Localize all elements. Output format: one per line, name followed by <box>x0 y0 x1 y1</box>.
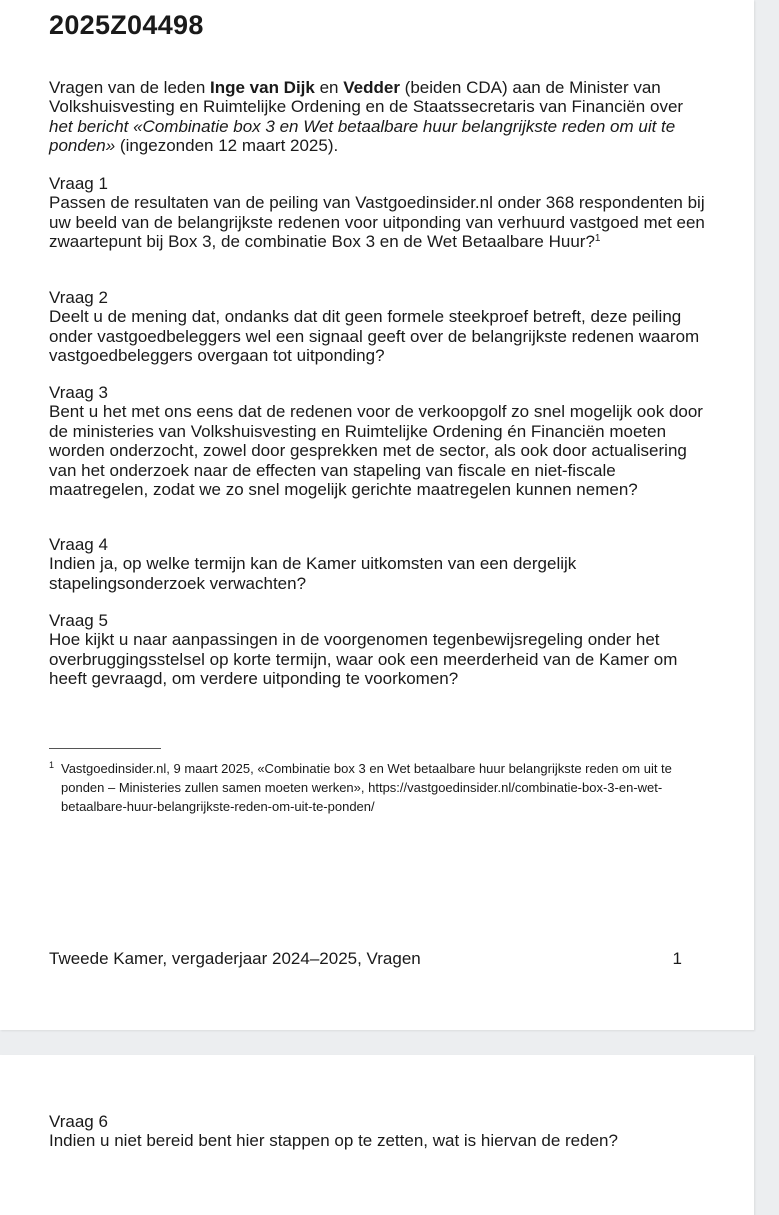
question-6 <box>49 1112 709 1151</box>
question-2 <box>49 288 709 366</box>
question-text-body: Passen de resultaten van de peiling van Vastgoedinsider.nl onder 368 respondenten bij uw beeld van de belangrijkste redenen voor uitponding van verhuurd vastgoed met een zwaartepunt bij Box 3, de combinatie Box 3 en de Wet Betaalbare Huur? <box>49 193 705 252</box>
question-label: Vraag 3 <box>49 383 108 402</box>
question-text <box>49 193 709 251</box>
footnote-text: Vastgoedinsider.nl, 9 maart 2025, «Combinatie box 3 en Wet betaalbare huur belangrijkste reden om uit te ponden – Ministeries zullen samen moeten werken», https://vastgoedinsider.nl/combinatie-box-3-en-wet-betaalbare-huur-belangrijkste-reden-om-uit-te-ponden/ <box>61 761 672 814</box>
document-page-2 <box>0 1055 754 1215</box>
footer-text: Tweede Kamer, vergaderjaar 2024–2025, Vragen <box>49 949 421 968</box>
question-label: Vraag 6 <box>49 1112 108 1131</box>
question-label: Vraag 4 <box>49 535 108 554</box>
member-name-1: Inge van Dijk <box>210 78 315 97</box>
intro-text-1: Vragen van de leden <box>49 78 210 97</box>
question-label: Vraag 2 <box>49 288 108 307</box>
question-1 <box>49 174 709 252</box>
intro-text-2: en <box>314 78 344 97</box>
page-number: 1 <box>672 949 682 968</box>
footnote-divider <box>49 748 161 749</box>
document-id: 2025Z04498 <box>49 10 204 40</box>
footnote-reference: 1 <box>594 233 601 245</box>
page-footer <box>49 948 682 970</box>
question-label: Vraag 5 <box>49 611 108 630</box>
question-4 <box>49 535 709 593</box>
question-text: Bent u het met ons eens dat de redenen voor de verkoopgolf zo snel mogelijk ook door de ministeries van Volkshuisvesting en Ruimtelijke Ordening én Financiën moeten worden onderzocht, zowel door gesprekken met de sector, als ook door actualisering van het onderzoek naar de effecten van stapeling van fiscale en niet-fiscale maatregelen, zodat we zo snel mogelijk gerichte maatregelen kunnen nemen? <box>49 402 703 500</box>
question-5 <box>49 611 709 689</box>
question-text: Indien u niet bereid bent hier stappen op te zetten, wat is hiervan de reden? <box>49 1131 618 1151</box>
question-label: Vraag 1 <box>49 174 108 193</box>
question-text: Indien ja, op welke termijn kan de Kamer uitkomsten van een dergelijk stapelingsonderzoek verwachten? <box>49 554 577 593</box>
footnote <box>49 759 709 816</box>
question-3 <box>49 383 709 499</box>
intro-subject: het bericht «Combinatie box 3 en Wet betaalbare huur belangrijkste reden om uit te ponden» <box>49 116 676 156</box>
intro-text-3: (beiden CDA) aan de Minister van Volkshuisvesting en Ruimtelijke Ordening en de Staatssecretaris van Financiën over <box>49 78 684 117</box>
footnote-number: 1 <box>49 760 55 770</box>
question-text: Deelt u de mening dat, ondanks dat dit geen formele steekproef betreft, deze peiling onder vastgoedbeleggers wel een signaal geeft over de belangrijkste redenen waarom vastgoedbeleggers overgaan tot uitponding? <box>49 307 700 366</box>
question-text: Hoe kijkt u naar aanpassingen in de voorgenomen tegenbewijsregeling onder het overbruggingsstelsel op korte termijn, waar ook een meerderheid van de Kamer om heeft gevraagd, om verdere uitponding te voorkomen? <box>49 630 678 689</box>
intro-text-4: (ingezonden 12 maart 2025). <box>115 136 339 156</box>
intro-paragraph <box>49 78 709 156</box>
member-name-2: Vedder <box>343 78 400 97</box>
